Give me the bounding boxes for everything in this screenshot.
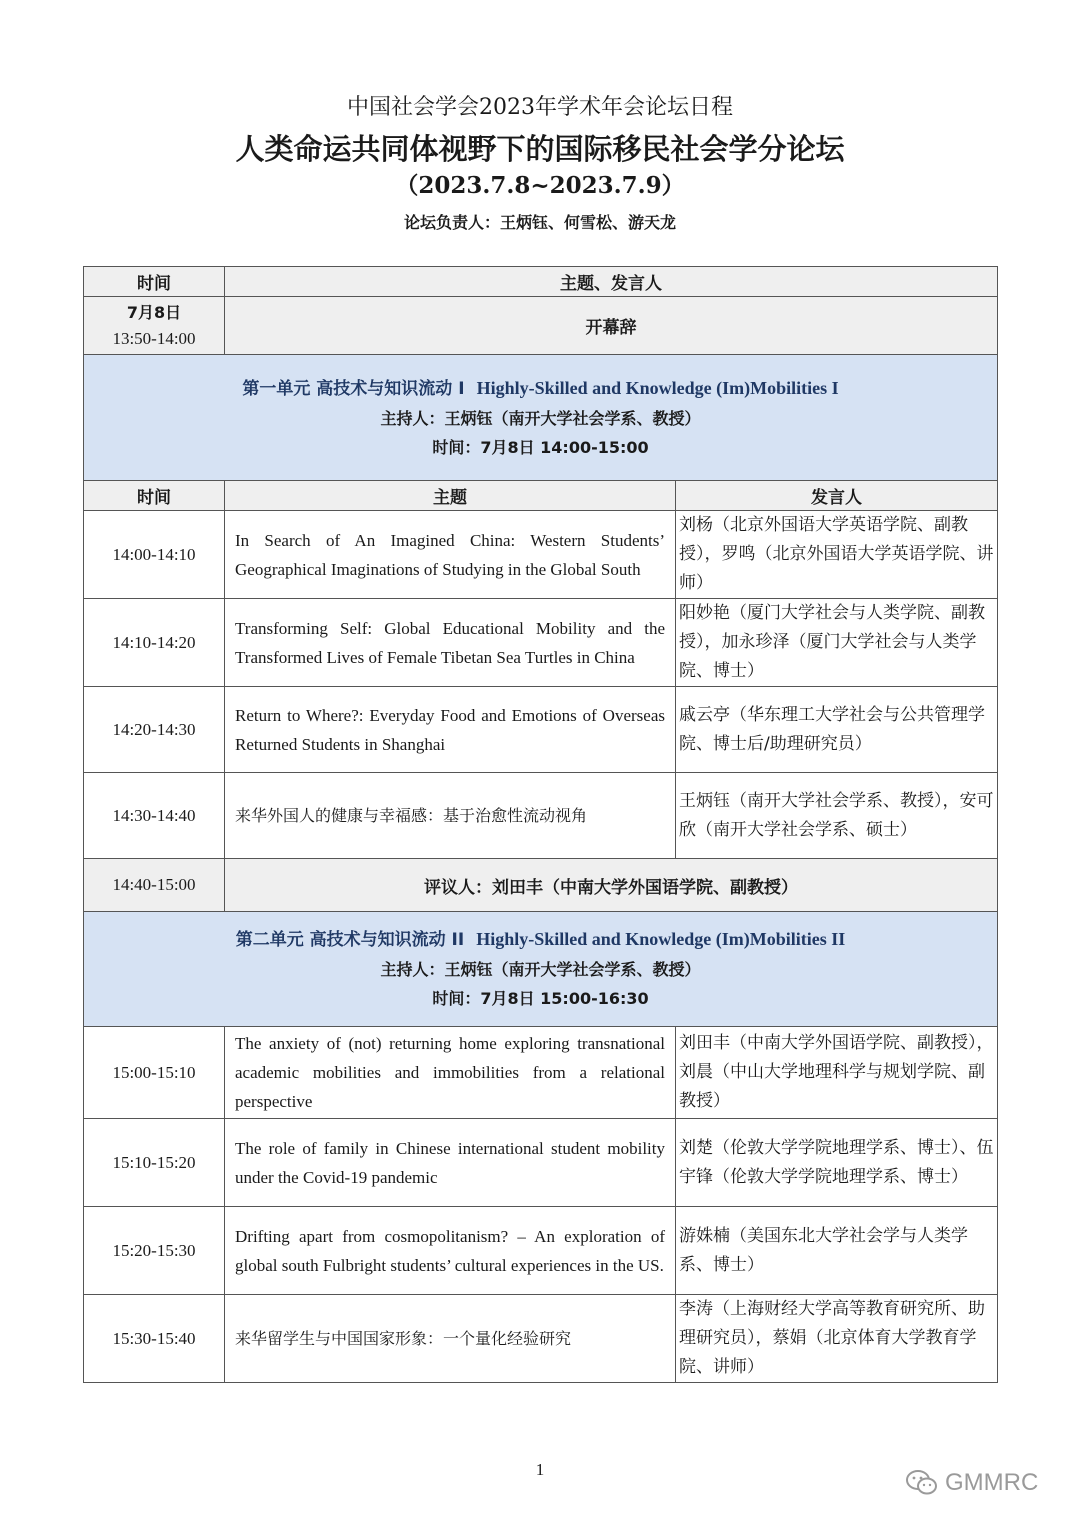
page-number: 1 — [535, 1460, 545, 1479]
talk-speaker: 刘田丰（中南大学外国语学院、副教授），刘晨（中山大学地理科学与规划学院、副教授） — [676, 1027, 998, 1119]
session-title-zh: 第二单元 高技术与知识流动 II — [235, 930, 465, 950]
table-row — [84, 1027, 998, 1119]
talk-topic: The role of family in Chinese international student mobility under the Covid-19 pandemic — [225, 1119, 676, 1207]
session-header — [84, 912, 998, 1027]
talk-speaker: 李涛（上海财经大学高等教育研究所、助理研究员），蔡娟（北京体育大学教育学院、讲师） — [676, 1295, 998, 1383]
document-header — [0, 90, 1080, 238]
col-speaker: 发言人 — [676, 481, 998, 511]
talk-speaker: 阳妙艳（厦门大学社会与人类学院、副教授），加永珍泽（厦门大学社会与人类学院、博士） — [676, 599, 998, 687]
session-time: 时间：7月8日 14:00-15:00 — [432, 437, 649, 457]
session-title — [84, 374, 997, 404]
talk-time: 15:30-15:40 — [84, 1295, 225, 1383]
table-row — [84, 599, 998, 687]
table-row — [84, 687, 998, 773]
document-title: 人类命运共同体视野下的国际移民社会学分论坛 — [235, 132, 845, 166]
schedule-table — [83, 266, 998, 1383]
talk-speaker: 王炳钰（南开大学社会学系、教授），安可欣（南开大学社会学系、硕士） — [676, 773, 998, 859]
talk-topic: 来华外国人的健康与幸福感：基于治愈性流动视角 — [225, 773, 676, 859]
table-row — [84, 773, 998, 859]
talk-speaker: 刘楚（伦敦大学学院地理学系、博士）、伍宇锋（伦敦大学学院地理学系、博士） — [676, 1119, 998, 1207]
table-header-row — [84, 267, 998, 297]
talk-topic: In Search of An Imagined China: Western Students’ Geographical Imaginations of Studying in the Global South — [225, 511, 676, 599]
talk-time: 14:30-14:40 — [84, 773, 225, 859]
talk-time: 15:00-15:10 — [84, 1027, 225, 1119]
talk-speaker: 游姝楠（美国东北大学社会学与人类学系、博士） — [676, 1207, 998, 1295]
table-row — [84, 511, 998, 599]
table-row — [84, 1295, 998, 1383]
reviewer-row — [84, 859, 998, 912]
opening-time-cell — [84, 297, 225, 355]
session-time: 时间：7月8日 15:00-16:30 — [432, 989, 649, 1008]
session-header — [84, 355, 998, 481]
session-host: 主持人：王炳钰（南开大学社会学系、教授） — [380, 408, 701, 428]
opening-time: 13:50-14:00 — [112, 328, 196, 348]
col-topic: 主题 — [225, 481, 676, 511]
forum-dates: （2023.7.8~2023.7.9） — [395, 172, 685, 199]
review-time: 14:40-15:00 — [84, 859, 225, 912]
watermark-text: GMMRC — [945, 1469, 1039, 1496]
header-topic-speaker: 主题、发言人 — [225, 267, 998, 297]
document-subtitle: 中国社会学会2023年学术年会论坛日程 — [347, 95, 733, 120]
session-title — [84, 925, 997, 955]
session-title-zh: 第一单元 高技术与知识流动 I — [242, 378, 465, 399]
session-title-en: Highly-Skilled and Knowledge (Im)Mobilities I — [476, 377, 839, 398]
session-host: 主持人：王炳钰（南开大学社会学系、教授） — [380, 960, 701, 979]
watermark — [905, 1468, 1038, 1498]
talk-time: 15:20-15:30 — [84, 1207, 225, 1295]
opening-row — [84, 297, 998, 355]
talk-topic: The anxiety of (not) returning home exploring transnational academic mobilities and immobilities from a relational perspective — [225, 1027, 676, 1119]
column-header-row — [84, 481, 998, 511]
wechat-icon — [905, 1468, 939, 1498]
table-row — [84, 1119, 998, 1207]
col-time: 时间 — [84, 481, 225, 511]
talk-topic: Transforming Self: Global Educational Mobility and the Transformed Lives of Female Tibetan Sea Turtles in China — [225, 599, 676, 687]
talk-topic: Return to Where?: Everyday Food and Emotions of Overseas Returned Students in Shanghai — [225, 687, 676, 773]
forum-chairs: 论坛负责人：王炳钰、何雪松、游天龙 — [403, 213, 676, 232]
talk-time: 14:00-14:10 — [84, 511, 225, 599]
session-2-header — [84, 912, 998, 1027]
opening-label: 开幕辞 — [225, 297, 998, 355]
reviewer: 评议人：刘田丰（中南大学外国语学院、副教授） — [225, 859, 998, 912]
talk-time: 15:10-15:20 — [84, 1119, 225, 1207]
session-title-en: Highly-Skilled and Knowledge (Im)Mobilities II — [476, 929, 846, 949]
talk-speaker: 戚云亭（华东理工大学社会与公共管理学院、博士后/助理研究员） — [676, 687, 998, 773]
talk-time: 14:10-14:20 — [84, 599, 225, 687]
table-row — [84, 1207, 998, 1295]
talk-topic: 来华留学生与中国国家形象：一个量化经验研究 — [225, 1295, 676, 1383]
talk-time: 14:20-14:30 — [84, 687, 225, 773]
opening-date: 7月8日 — [126, 302, 182, 322]
session-1-header — [84, 355, 998, 481]
talk-topic: Drifting apart from cosmopolitanism? – An exploration of global south Fulbright students’ cultural experiences in the US. — [225, 1207, 676, 1295]
talk-speaker: 刘杨（北京外国语大学英语学院、副教授），罗鸣（北京外国语大学英语学院、讲师） — [676, 511, 998, 599]
header-time: 时间 — [84, 267, 225, 297]
